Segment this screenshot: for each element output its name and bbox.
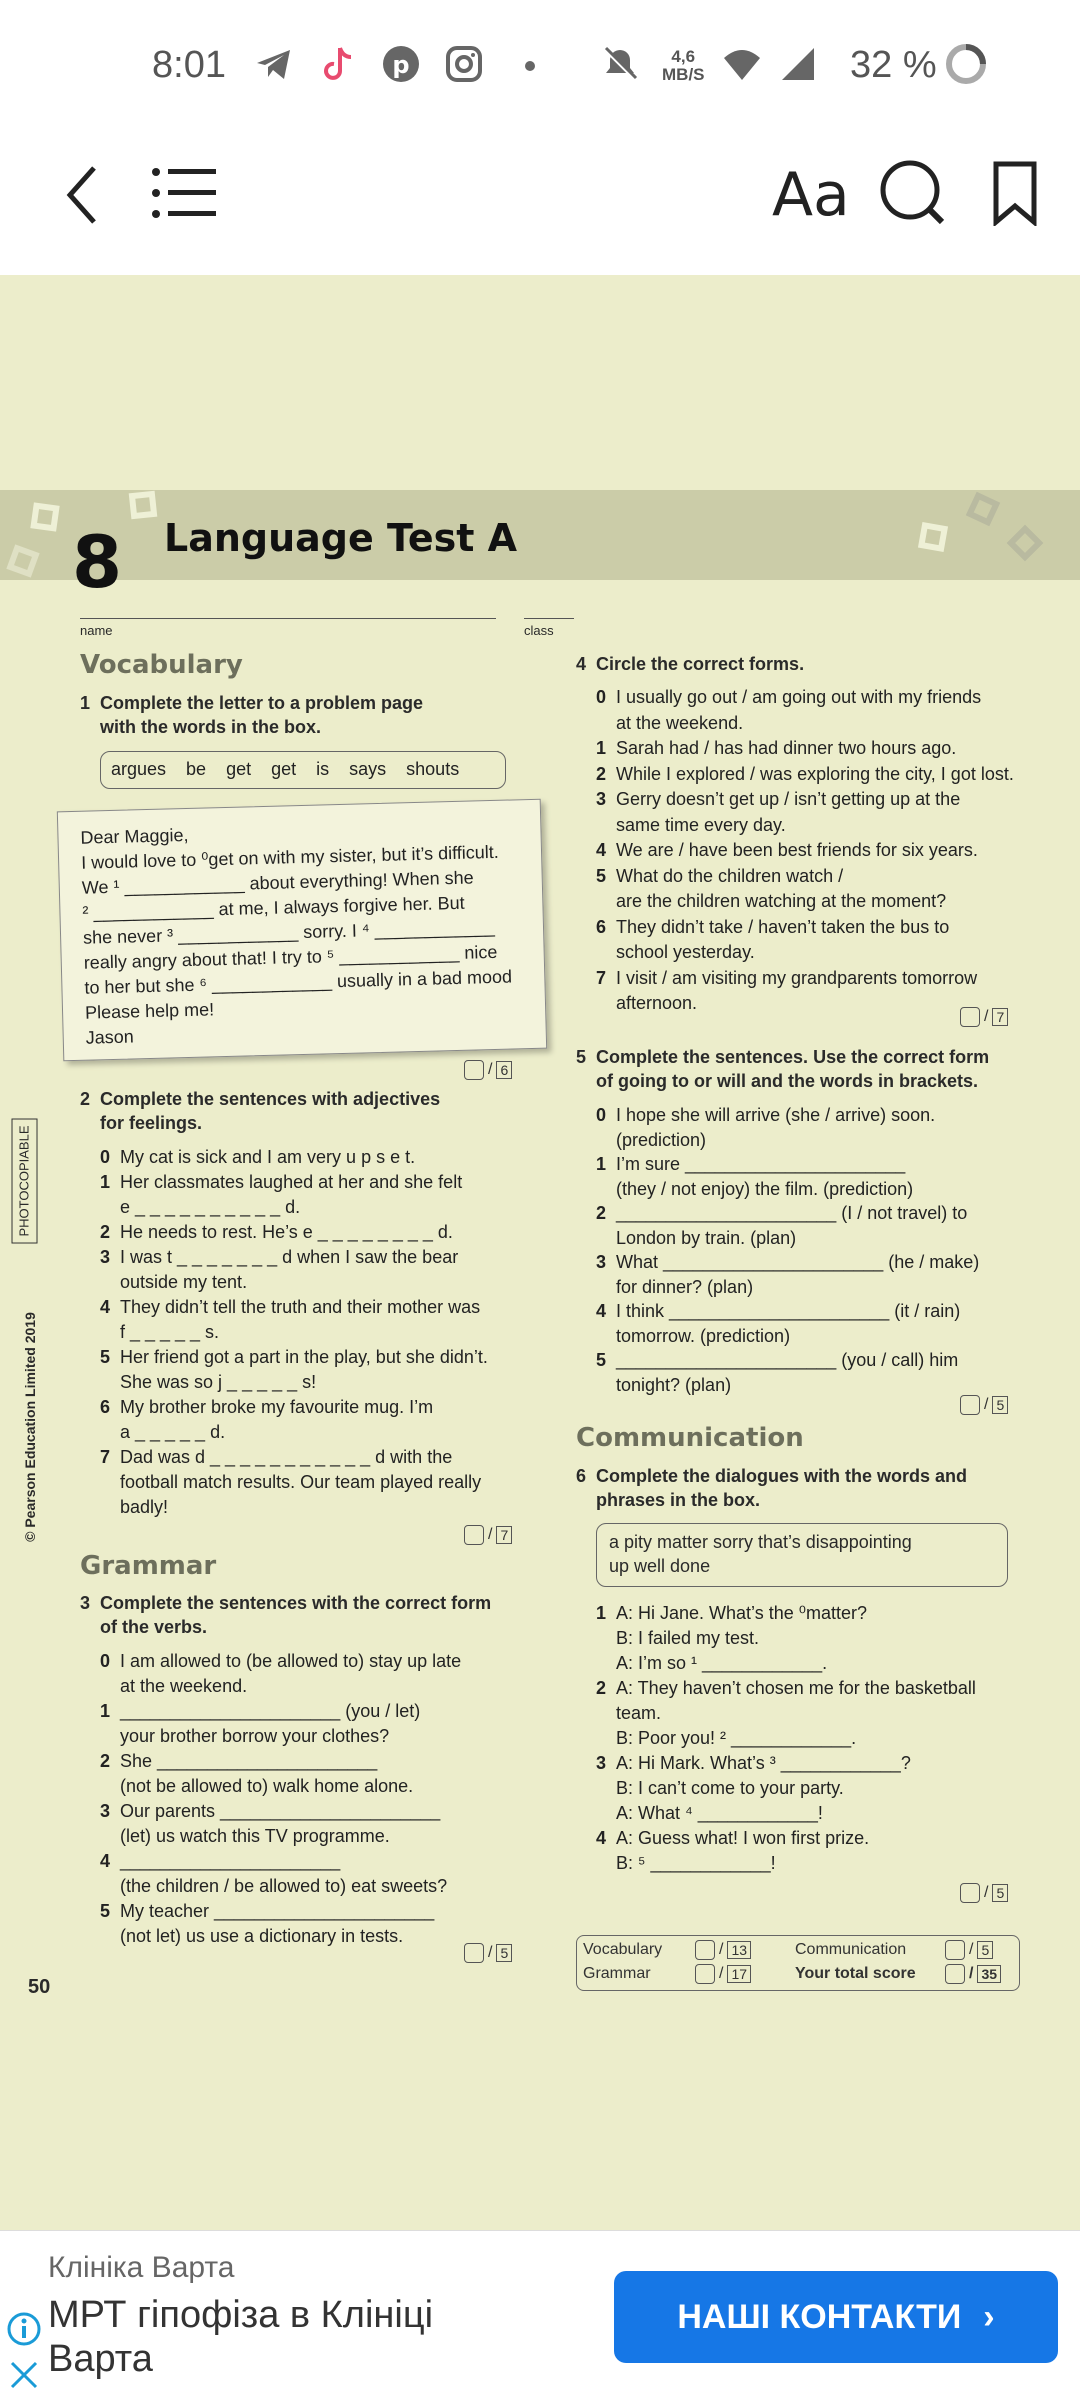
decor-square	[30, 502, 59, 531]
exercise-item	[100, 1470, 481, 1494]
ex5-number: 5	[576, 1047, 587, 1067]
exercise-item	[596, 1676, 976, 1700]
communication-total: Communication / 5	[795, 1940, 993, 1960]
item-number: 1	[596, 738, 607, 758]
exercise-item	[596, 1275, 753, 1299]
score-checkbox[interactable]	[695, 1964, 715, 1984]
page-title: Language Test A	[164, 516, 518, 560]
ex1-score: / 6	[464, 1060, 512, 1080]
item-number: 2	[596, 763, 607, 784]
ad-cta-button[interactable]	[614, 2271, 1058, 2363]
decor-square	[129, 491, 158, 520]
exercise-item	[100, 1445, 452, 1469]
ex5-instruction-line2: of going to or will and the words in brackets.	[596, 1071, 979, 1091]
battery-level: 32 %	[850, 44, 937, 86]
item-text[interactable]: ______________________ (you / call) him	[616, 1350, 959, 1370]
item-text[interactable]: tomorrow. (prediction)	[616, 1325, 791, 1346]
exercise-item	[596, 1201, 967, 1225]
name-line	[80, 618, 496, 619]
decor-square	[918, 522, 948, 552]
exercise-item	[100, 1220, 453, 1244]
item-text[interactable]: I visit / am visiting my grandparents tomorrow	[616, 967, 978, 988]
item-number: 0	[596, 1105, 607, 1125]
status-bar	[0, 0, 1080, 140]
letter-text	[80, 815, 513, 1051]
exercise-item	[596, 1826, 869, 1850]
exercise-item	[100, 1245, 458, 1269]
photocopiable-badge: PHOTOCOPIABLE	[12, 1118, 38, 1243]
item-text[interactable]: e _ _ _ _ _ _ _ _ _ _ d.	[120, 1197, 301, 1217]
exercise-item	[596, 1651, 827, 1675]
grammar-heading: Grammar	[80, 1551, 217, 1581]
ex6-word-box	[596, 1523, 1008, 1587]
item-number: 4	[100, 1851, 111, 1871]
item-number: 3	[100, 1247, 111, 1267]
ex6-words-line2: up well done	[609, 1556, 711, 1576]
item-text[interactable]: ______________________ (you / let)	[120, 1701, 421, 1721]
exercise-item	[100, 1824, 390, 1848]
ex3-instruction-line1: Complete the sentences with the correct form	[100, 1593, 492, 1613]
exercise-item	[596, 685, 981, 709]
close-icon[interactable]	[8, 2359, 40, 2391]
item-number: 3	[596, 1753, 607, 1773]
letter-line: she never ³ ____________ sorry. I ⁴ ____________	[82, 916, 495, 948]
item-text[interactable]: Sarah had / has had dinner two hours ago.	[616, 738, 957, 758]
exercise-item	[596, 1726, 856, 1750]
exercise-item	[100, 1724, 389, 1748]
letter-line: We ¹ ____________ about everything! When she	[81, 867, 474, 898]
item-text[interactable]: We are / have been best friends for six years.	[616, 840, 978, 860]
ex2-number: 2	[80, 1089, 91, 1109]
item-text[interactable]: (the children / be allowed to) eat sweets?	[120, 1876, 448, 1896]
mute-icon	[600, 44, 640, 84]
letter-line: to her but she ⁶ ____________ usually in a bad mood	[84, 966, 513, 998]
item-text[interactable]: Her classmates laughed at her and she felt	[120, 1172, 463, 1192]
item-text[interactable]: football match results. Our team played really	[120, 1472, 482, 1492]
ex5-score: / 5	[960, 1395, 1008, 1415]
score-checkbox[interactable]	[945, 1940, 965, 1960]
item-text[interactable]: your brother borrow your clothes?	[120, 1726, 390, 1746]
item-number: 1	[596, 1154, 607, 1174]
letter-line: Dear Maggie,	[80, 824, 189, 848]
item-text[interactable]: (let) us watch this TV programme.	[120, 1826, 390, 1846]
score-checkbox[interactable]	[464, 1060, 484, 1080]
ex2-score: / 7	[464, 1525, 512, 1545]
item-text[interactable]: A: Guess what! I won first prize.	[616, 1828, 870, 1848]
exercise-item	[596, 813, 786, 837]
exercise-item	[100, 1899, 434, 1923]
ad-advertiser: Клініка Варта	[48, 2251, 235, 2284]
chevron-right-icon: ›	[983, 2298, 995, 2336]
exercise-item	[100, 1495, 168, 1519]
letter-line: ² ____________ at me, I always forgive her. But	[82, 892, 465, 923]
item-text[interactable]: (not be allowed to) walk home alone.	[120, 1776, 414, 1796]
item-text[interactable]: B: ⁵ ____________!	[616, 1853, 776, 1873]
letter-line: I would love to ⁰get on with my sister, but it’s difficult.	[80, 841, 500, 873]
score-checkbox[interactable]	[464, 1525, 484, 1545]
item-text[interactable]: London by train. (plan)	[616, 1227, 797, 1248]
info-icon[interactable]	[6, 2311, 42, 2347]
exercise-item	[596, 787, 960, 811]
exercise-item	[596, 1177, 913, 1201]
exercise-item	[100, 1345, 488, 1369]
ex2-instruction-line1: Complete the sentences with adjectives	[100, 1089, 441, 1109]
item-text[interactable]: ______________________	[120, 1851, 341, 1871]
ex6-score: / 5	[960, 1883, 1008, 1903]
exercise-item	[596, 889, 946, 913]
exercise-item	[596, 1103, 935, 1127]
bookmark-icon[interactable]	[990, 160, 1040, 226]
item-number: 0	[100, 1651, 111, 1671]
letter-line: Jason	[85, 1026, 135, 1048]
exercise-item	[100, 1849, 340, 1873]
item-number: 4	[596, 1301, 607, 1321]
exercise-item	[596, 711, 743, 735]
item-text[interactable]: I think ______________________ (it / rain)	[616, 1301, 961, 1321]
item-text[interactable]: I am allowed to (be allowed to) stay up late	[120, 1651, 462, 1671]
item-text[interactable]: B: Poor you! ² ____________.	[616, 1728, 857, 1748]
item-number: 2	[100, 1222, 111, 1242]
item-text[interactable]: He needs to rest. He’s e _ _ _ _ _ _ _ _ d.	[120, 1222, 453, 1242]
net-speed: 4,6 MB/S	[662, 47, 705, 84]
item-number: 5	[100, 1901, 111, 1921]
word-box-item: shouts	[406, 759, 460, 779]
item-number: 1	[100, 1172, 111, 1192]
item-number: 0	[100, 1147, 111, 1167]
item-text[interactable]: I was t _ _ _ _ _ _ _ d when I saw the bear	[120, 1247, 459, 1267]
item-number: 7	[100, 1447, 111, 1467]
item-text[interactable]: A: They haven’t chosen me for the basketball	[616, 1678, 976, 1698]
item-text[interactable]: at the weekend.	[616, 712, 744, 733]
item-text[interactable]: I’m sure ______________________	[616, 1154, 906, 1174]
exercise-item	[100, 1799, 440, 1823]
decor-square	[6, 544, 39, 577]
class-label: class	[524, 623, 554, 638]
communication-heading: Communication	[576, 1423, 804, 1453]
exercise-item	[596, 1701, 661, 1725]
exercise-item	[596, 966, 977, 990]
item-text[interactable]: for dinner? (plan)	[616, 1276, 754, 1297]
exercise-item	[100, 1649, 461, 1673]
item-text[interactable]: ______________________ (I / not travel) to	[616, 1203, 968, 1223]
exercise-item	[596, 1373, 731, 1397]
item-text[interactable]: While I explored / was exploring the city, I got lost.	[616, 763, 1014, 784]
exercise-item	[100, 1749, 377, 1773]
item-number: 3	[596, 789, 607, 809]
ex3-score: / 5	[464, 1943, 512, 1963]
item-text[interactable]: They didn’t take / haven’t taken the bus to	[616, 916, 950, 937]
ex1-word-box	[100, 751, 506, 789]
exercise-item	[596, 1299, 960, 1323]
exercise-item	[100, 1270, 247, 1294]
grammar-total: Grammar / 17	[583, 1964, 751, 1984]
exercise-item	[596, 1226, 796, 1250]
item-text[interactable]: tonight? (plan)	[616, 1374, 732, 1395]
exercise-item	[596, 915, 949, 939]
tiktok-icon	[318, 44, 358, 84]
exercise-item	[596, 1250, 979, 1274]
item-number: 1	[100, 1701, 111, 1721]
name-label: name	[80, 623, 113, 638]
exercise-item	[596, 1152, 905, 1176]
item-number: 1	[596, 1603, 607, 1623]
exercise-item	[596, 1601, 867, 1625]
exercise-item	[596, 838, 978, 862]
telegram-icon	[254, 44, 294, 84]
dot-icon	[510, 44, 550, 84]
score-checkbox[interactable]	[695, 1940, 715, 1960]
exercise-item	[596, 864, 843, 888]
item-number: 4	[596, 1828, 607, 1848]
word-box-item: get	[271, 759, 297, 779]
item-text[interactable]: A: Hi Mark. What’s ³ ____________?	[616, 1753, 911, 1773]
item-number: 0	[596, 687, 607, 707]
battery-icon	[944, 42, 988, 86]
exercise-item	[100, 1395, 433, 1419]
exercise-item	[100, 1370, 316, 1394]
ex1-word-list	[111, 759, 479, 780]
item-text[interactable]: What do the children watch /	[616, 865, 844, 886]
item-text[interactable]: (not let) us use a dictionary in tests.	[120, 1926, 404, 1946]
item-number: 3	[100, 1801, 111, 1821]
exercise-item	[100, 1699, 420, 1723]
item-number: 2	[596, 1203, 607, 1223]
search-icon[interactable]	[878, 158, 948, 228]
unit-number: 8	[72, 520, 123, 604]
ex6-instruction-line1: Complete the dialogues with the words and	[596, 1466, 968, 1486]
svg-text:p: p	[392, 51, 410, 79]
ex1-instruction-line2: with the words in the box.	[100, 717, 322, 737]
exercise-item	[596, 1348, 958, 1372]
item-text[interactable]: (they / not enjoy) the film. (prediction)	[616, 1178, 914, 1199]
ex4-score: / 7	[960, 1007, 1008, 1027]
ex3-number: 3	[80, 1593, 91, 1613]
item-text[interactable]: badly!	[120, 1497, 169, 1517]
item-number: 3	[596, 1252, 607, 1272]
exercise-item	[100, 1320, 219, 1344]
letter-line: Please help me!	[84, 999, 215, 1023]
ex1-instruction-line1: Complete the letter to a problem page	[100, 693, 424, 713]
exercise-item	[100, 1170, 462, 1194]
exercise-item	[100, 1145, 415, 1169]
word-box-item: says	[349, 759, 387, 779]
item-text[interactable]: Her friend got a part in the play, but she didn’t.	[120, 1347, 488, 1367]
exercise-item	[100, 1924, 403, 1948]
pinterest-icon	[381, 44, 421, 84]
ad-cta-label: НАШІ КОНТАКТИ	[677, 2298, 962, 2336]
reader-toolbar	[0, 140, 1080, 275]
item-number: 5	[100, 1347, 111, 1367]
item-text[interactable]: Our parents ______________________	[120, 1801, 441, 1821]
item-number: 4	[596, 840, 607, 860]
item-number: 4	[100, 1297, 111, 1317]
vocabulary-total: Vocabulary / 13	[583, 1940, 751, 1960]
exercise-item	[596, 1801, 823, 1825]
item-text[interactable]: A: What ⁴ ____________!	[616, 1803, 823, 1823]
item-number: 6	[100, 1397, 111, 1417]
score-checkbox[interactable]	[945, 1964, 965, 1984]
item-text[interactable]: My brother broke my favourite mug. I’m	[120, 1397, 434, 1417]
item-number: 5	[596, 865, 607, 886]
exercise-item	[596, 1128, 706, 1152]
font-size-icon[interactable]: Aa	[772, 160, 850, 230]
title-banner	[0, 490, 1080, 604]
item-text[interactable]: They didn’t tell the truth and their mother was	[120, 1297, 481, 1317]
exercise-item	[100, 1674, 247, 1698]
score-checkbox[interactable]	[960, 1883, 980, 1903]
status-time: 8:01	[152, 44, 226, 86]
item-text[interactable]: outside my tent.	[120, 1272, 248, 1292]
item-text[interactable]: Dad was d _ _ _ _ _ _ _ _ _ _ _ d with the	[120, 1447, 453, 1467]
item-text[interactable]: My teacher ______________________	[120, 1901, 435, 1921]
word-box-item: argues	[111, 759, 167, 779]
exercise-item	[100, 1295, 480, 1319]
score-checkbox[interactable]	[960, 1007, 980, 1027]
item-text[interactable]: A: I’m so ¹ ____________.	[616, 1653, 828, 1673]
copyright-text: © Pearson Education Limited 2019	[22, 1312, 38, 1542]
exercise-item	[100, 1774, 413, 1798]
item-text[interactable]: B: I can’t come to your party.	[616, 1778, 844, 1798]
item-text[interactable]: same time every day.	[616, 814, 786, 835]
item-text[interactable]: I hope she will arrive (she / arrive) soon.	[616, 1105, 936, 1125]
exercise-item	[596, 940, 755, 964]
item-text[interactable]: a _ _ _ _ _ d.	[120, 1422, 226, 1442]
item-number: 2	[100, 1751, 111, 1771]
exercise-item	[100, 1195, 300, 1219]
ex2-instruction-line2: for feelings.	[100, 1113, 203, 1133]
word-box-item: be	[186, 759, 207, 779]
ad-headline[interactable]: МРТ гіпофіза в Клініці Варта	[48, 2294, 434, 2380]
item-text[interactable]: f _ _ _ _ _ s.	[120, 1322, 220, 1342]
exercise-item	[596, 736, 956, 760]
letter-line: really angry about that! I try to ⁵ ____________ nice	[83, 941, 498, 973]
ex1-number: 1	[80, 693, 91, 713]
item-text[interactable]: What ______________________ (he / make)	[616, 1252, 980, 1272]
exercise-item	[596, 1626, 759, 1650]
item-text[interactable]: A: Hi Jane. What’s the ⁰matter?	[616, 1603, 867, 1623]
item-text[interactable]: team.	[616, 1703, 662, 1723]
item-text[interactable]: B: I failed my test.	[616, 1628, 760, 1648]
ex6-words-line1: a pity matter sorry that’s disappointing	[609, 1532, 912, 1552]
exercise-item	[596, 1751, 911, 1775]
ex6-instruction-line2: phrases in the box.	[596, 1490, 761, 1510]
ex6-number: 6	[576, 1466, 587, 1486]
exercise-item	[100, 1874, 447, 1898]
item-text[interactable]: Gerry doesn’t get up / isn’t getting up at the	[616, 789, 961, 809]
score-checkbox[interactable]	[464, 1943, 484, 1963]
exercise-item	[100, 1420, 225, 1444]
ad-banner[interactable]	[0, 2230, 1080, 2400]
ex4-number: 4	[576, 654, 587, 674]
item-text[interactable]: My cat is sick and I am very u p s e t.	[120, 1147, 416, 1167]
item-text[interactable]: at the weekend.	[120, 1676, 248, 1696]
item-number: 7	[596, 967, 607, 988]
item-text[interactable]: She ______________________	[120, 1751, 378, 1771]
back-icon[interactable]	[62, 162, 102, 228]
exercise-item	[596, 991, 697, 1015]
total-score: Your total score / 35	[795, 1964, 1001, 1984]
item-number: 2	[596, 1678, 607, 1698]
item-number: 5	[596, 1350, 607, 1370]
decor-square	[966, 492, 1001, 527]
decor-square	[1007, 525, 1044, 562]
item-text[interactable]: afternoon.	[616, 993, 698, 1013]
exercise-item	[596, 762, 1014, 786]
item-text[interactable]: school yesterday.	[616, 942, 755, 962]
item-text[interactable]: She was so j _ _ _ _ _ s!	[120, 1372, 317, 1392]
ex4-instruction: Circle the correct forms.	[596, 654, 805, 674]
problem-letter	[57, 799, 547, 1062]
exercise-item	[596, 1324, 790, 1348]
instagram-icon	[444, 44, 484, 84]
exercise-item	[596, 1851, 776, 1875]
item-text[interactable]: I usually go out / am going out with my friends	[616, 687, 982, 707]
list-icon[interactable]	[150, 162, 220, 224]
ex3-instruction-line2: of the verbs.	[100, 1617, 208, 1637]
document-page[interactable]	[0, 275, 1080, 2230]
item-text[interactable]: are the children watching at the moment?	[616, 891, 947, 911]
signal-icon	[778, 44, 818, 84]
exercise-item	[596, 1776, 844, 1800]
vocabulary-heading: Vocabulary	[80, 650, 243, 680]
wifi-icon	[722, 44, 762, 84]
item-number: 6	[596, 916, 607, 937]
ex5-instruction-line1: Complete the sentences. Use the correct form	[596, 1047, 990, 1067]
word-box-item: is	[316, 759, 330, 779]
page-number: 50	[28, 1976, 51, 1998]
score-summary-box	[576, 1935, 1020, 1991]
word-box-item: get	[226, 759, 252, 779]
item-text[interactable]: (prediction)	[616, 1129, 707, 1150]
score-checkbox[interactable]	[960, 1395, 980, 1415]
